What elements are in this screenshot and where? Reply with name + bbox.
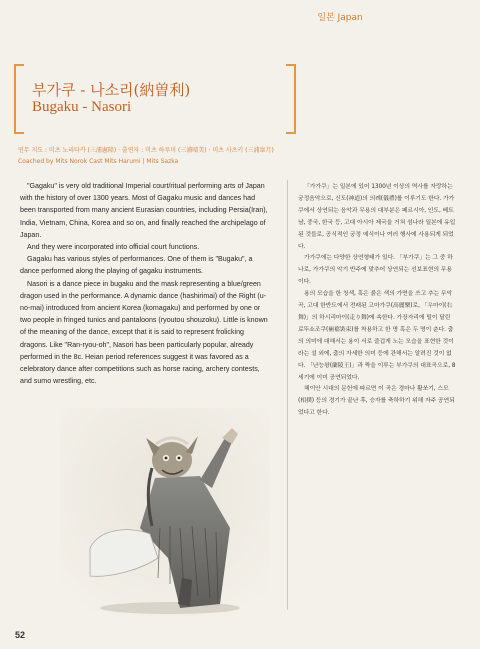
english-paragraph: Nasori is a dance piece in bugaku and the mask representing a blue/green dragon used in the performance. A dynamic dance (hashirimai) of the Right (u-no-mai) introduced from ancient Korea (komagaku) and performed by one or two people in fringed tunics and pantaloons (ryoutou shouzoku). Little is known of the meaning of the dance, except that it is said to represent frolicking dragons. Like "Ran-ryou-oh", Nasori has been particularly popular, already performed in the 8c. Heian period references suggest it was favored as a celebratory dance after competitions such as horse racing, archery contests, and sumo wrestling, etc. xyxy=(20,279,268,386)
dancer-photo xyxy=(60,408,270,616)
english-paragraph: Gagaku has various styles of performances. One of them is "Bugaku", a dance performed along the playing of gagaku instruments. xyxy=(20,255,253,276)
credits xyxy=(18,145,318,167)
english-paragraph: "Gagaku" is very old traditional Imperial court/ritual performing arts of Japan with the history of over 1300 years. Most of Gagaku music and dances had been transported from many ancient Eurasian countries, including Persia(Iran), India, Vietnam, China, Korea and so on, and finally reached the archipelago of Japan. xyxy=(20,182,268,239)
credits-korean: 연무 지도 : 미츠 노리타카 (三浦憲隆) · 출연자 : 미츠 하루미 (三浦晴美) · 미츠 사츠키 (三浦皐月) xyxy=(18,147,274,154)
credits-english: Coached by Mits Norok Cast Mits Harumi | Mits Sazka xyxy=(18,158,179,165)
section-label: 일본 Japan xyxy=(317,13,363,23)
page-number: 52 xyxy=(15,630,26,640)
title-korean: 부가쿠 - 나소리(納曽利) xyxy=(32,81,191,99)
korean-paragraph: 헤이안 시대의 문헌에 따르면 이 곡은 경마나 활쏘기, 스모(相撲) 등의 경기가 끝난 후, 승자를 축하하기 위해 자주 공연되었다고 한다. xyxy=(298,386,455,417)
korean-paragraph: 가가쿠에는 다양한 상연형태가 있다. 「부가쿠」는 그 중 하나로, 가가쿠의 악기 반주에 맞추어 상연되는 선보표현의 무용이다. xyxy=(298,255,453,286)
bracket-left xyxy=(14,64,24,134)
column-divider xyxy=(287,180,288,610)
english-paragraph: And they were incorporated into official court functions. xyxy=(27,243,200,252)
korean-paragraph: 용의 모습을 한 청색, 혹은 붉은 색의 가면을 쓰고 추는 무악곡, 고대 한반도에서 전래된 고마가쿠(高麗樂)로, 「우마이(右舞)」의 하시리마이(走り舞)에 속한다. 가장자리에 털이 달린 료뚜쇼조쿠(裲襠裝束)를 착용하고 한 명 혹은 두 명이 춘다. 춤의 의미에 대해서는 용이 서로 즐겁게 노는 모습을 표현한 것이라는 설 외에, 춤의 자세한 의미 등에 관해서는 알려진 것이 없다. 「난능왕(蘭陵王)」과 짝을 이루는 부가쿠의 대표곡으로, 8세기에 이미 공연되었다. xyxy=(298,291,456,381)
korean-paragraph: 「가가쿠」는 일본에 있어 1300년 이상의 역사를 자랑하는 궁정음악으로, 신도(神道)의 의례(儀禮)를 이루기도 한다. 가가쿠에서 상연되는 음악과 무용의 대부분은 페르시아, 인도, 베트남, 중국, 한국 등, 고대 아시아 제국을 거쳐 섬나라 일본에 유입된 것들로, 공식적인 궁정 예식이나 여러 행사에 사용되게 되었다. xyxy=(298,184,456,250)
korean-column xyxy=(298,182,456,420)
english-column xyxy=(20,180,272,387)
title-english: Bugaku - Nasori xyxy=(32,99,132,115)
bracket-right xyxy=(286,64,296,134)
